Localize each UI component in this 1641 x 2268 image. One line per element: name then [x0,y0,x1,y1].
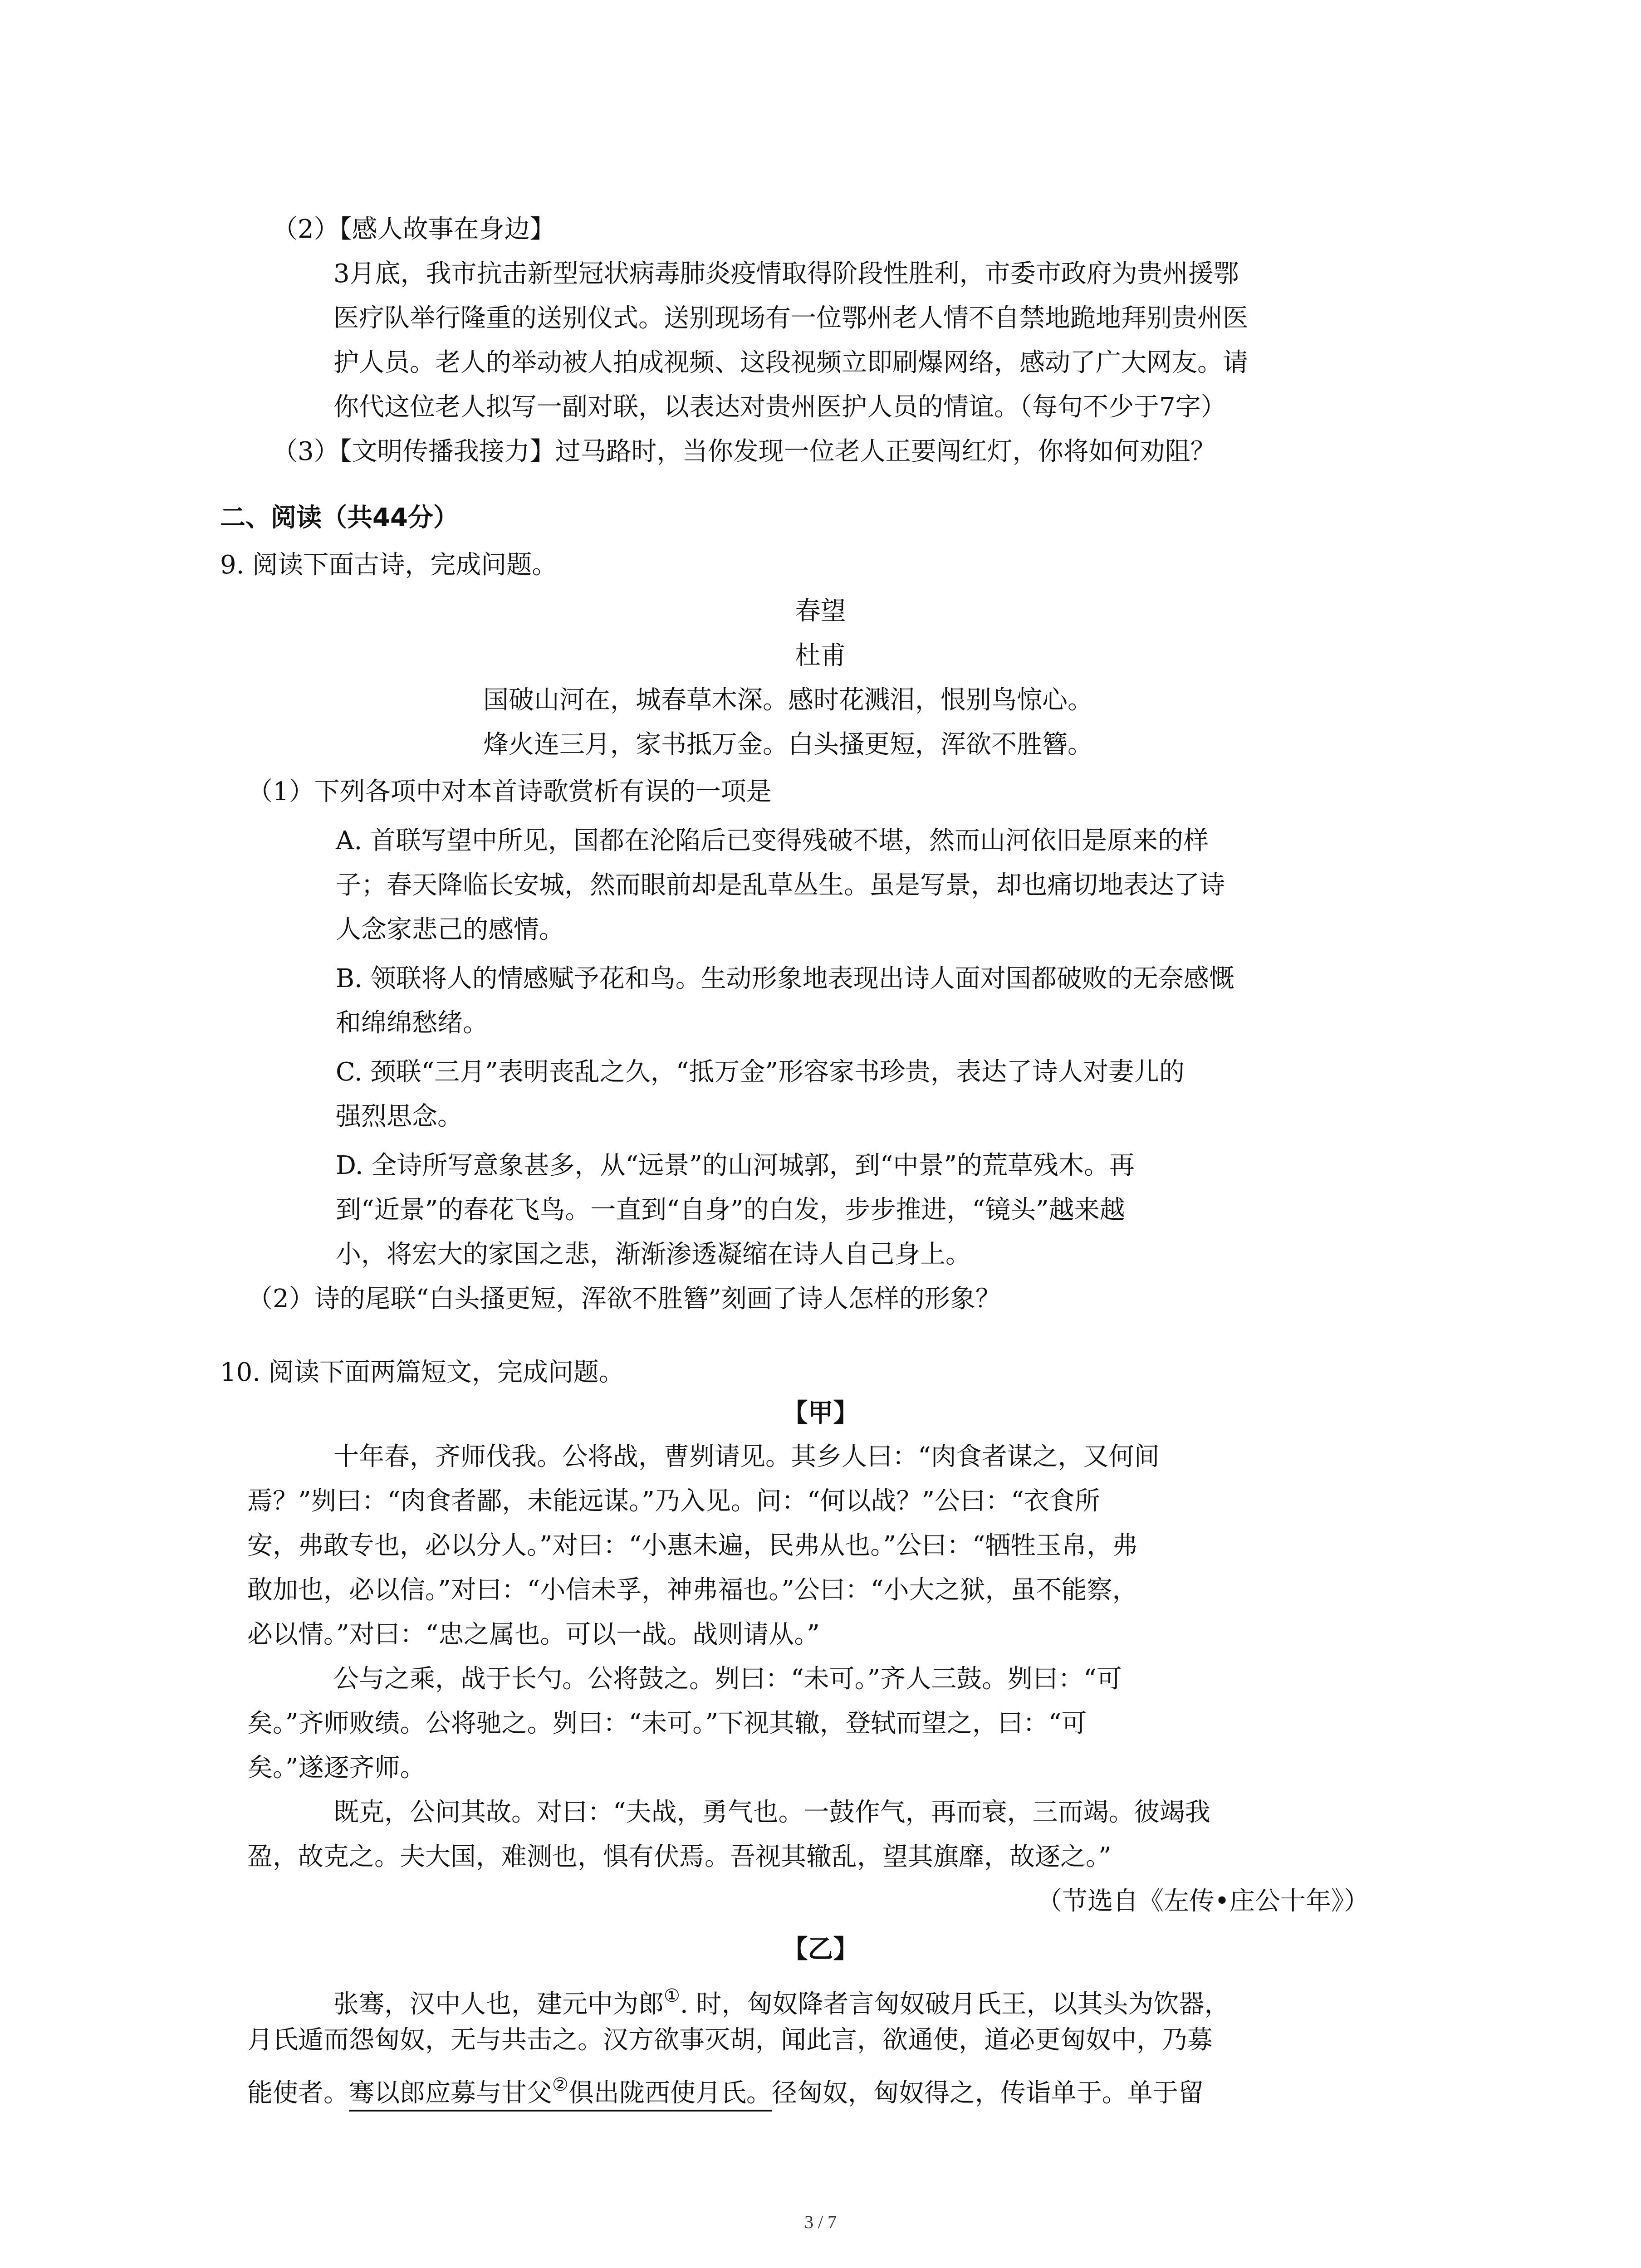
poem-line: 烽火连三月，家书抵万金。白头搔更短，浑欲不胜簪。 [483,730,1093,759]
passage-jia-title: 【甲】 [782,1398,859,1428]
footnote-marker: ① [664,1985,680,2006]
passage-jia-line: 安，弗敢专也，必以分人。”对曰：“小惠未遍，民弗从也。”公曰：“牺牲玉帛，弗 [247,1531,1138,1560]
option-d-line: 到“近景”的春花飞鸟。一直到“自身”的白发，步步推进，“镜头”越来越 [336,1195,1125,1225]
passage-jia-line: 矣。”遂逐齐师。 [247,1753,426,1783]
option-a-line: 子；春天降临长安城，然而眼前却是乱草丛生。虽是写景，却也痛切地表达了诗 [336,870,1225,900]
passage-jia-line: 公与之乘，战于长勺。公将鼓之。刿曰：“未可。”齐人三鼓。刿曰：“可 [333,1664,1122,1694]
passage-jia-line: 矣。”齐师败绩。公将驰之。刿曰：“未可。”下视其辙，登轼而望之，曰：“可 [247,1709,1087,1738]
option-c-line: 强烈思念。 [336,1102,463,1131]
option-b-line: B. 领联将人的情感赋予花和鸟。生动形象地表现出诗人面对国都破败的无奈感慨 [336,964,1234,993]
passage-yi-title: 【乙】 [782,1935,859,1964]
passage-jia-line: 焉？”刿曰：“肉食者鄙，未能远谋。”乃入见。问：“何以战？”公曰：“衣食所 [247,1486,1100,1516]
q8-sub2-body-line: 医疗队举行隆重的送别仪式。送别现场有一位鄂州老人情不自禁地跪地拜别贵州医 [333,303,1248,333]
option-a-line: 人念家悲己的感情。 [336,915,564,944]
passage-yi-text: 能使者。 [247,2078,349,2108]
passage-jia-line: 敢加也，必以信。”对曰：“小信未孚，神弗福也。”公曰：“小大之狱，虽不能察， [247,1575,1138,1605]
option-b-line: 和绵绵愁绪。 [336,1008,488,1038]
passage-jia-source: （节选自《左传•庄公十年》） [1037,1887,1370,1916]
passage-jia-line: 盈，故克之。夫大国，难测也，惧有伏焉。吾视其辙乱，望其旗靡，故逐之。” [247,1842,1112,1872]
q8-sub2-heading: （2）【感人故事在身边】 [272,215,555,244]
option-a-line: A. 首联写望中所见，国都在沦陷后已变得残破不堪，然而山河依旧是原来的样 [336,826,1209,855]
poem-title: 春望 [795,596,846,626]
q9-stem: 9. 阅读下面古诗，完成问题。 [220,550,558,580]
passage-yi-line [333,1980,1230,2021]
passage-jia-line: 必以情。”对曰：“忠之属也。可以一战。战则请从。” [247,1620,820,1649]
underlined-sentence [349,2074,772,2112]
poem-author: 杜甫 [795,641,846,670]
q9-sub1: （1）下列各项中对本首诗歌赏析有误的一项是 [247,777,772,807]
poem-line: 国破山河在，城春草木深。感时花溅泪，恨别鸟惊心。 [483,685,1093,715]
option-d-line: 小，将宏大的家国之悲，渐渐渗透凝缩在诗人自己身上。 [336,1240,971,1269]
passage-yi-text: 张骞，汉中人也，建元中为郎 [333,1989,664,2019]
option-d-line: D. 全诗所写意象甚多，从“远景”的山河城郭，到“中景”的荒草残木。再 [336,1151,1135,1180]
q8-sub2-body-line: 3月底，我市抗击新型冠状病毒肺炎疫情取得阶段性胜利，市委市政府为贵州援鄂 [333,259,1239,288]
passage-yi-text: . 时，匈奴降者言匈奴破月氏王，以其头为饮器， [680,1989,1230,2019]
q9-sub2: （2）诗的尾联“白头搔更短，浑欲不胜簪”刻画了诗人怎样的形象？ [247,1284,1001,1314]
q8-sub2-body-line: 护人员。老人的举动被人拍成视频、这段视频立即刷爆网络，感动了广大网友。请 [333,348,1248,377]
option-c-line: C. 颈联“三月”表明丧乱之久，“抵万金”形容家书珍贵，表达了诗人对妻儿的 [336,1057,1185,1087]
q8-sub2-body-line: 你代这位老人拟写一副对联，以表达对贵州医护人员的情谊。（每句不少于7字） [333,392,1226,422]
underlined-text: 骞以郎应募与甘父 [349,2078,552,2108]
passage-yi-line: 月氏遁而怨匈奴，无与共击之。汉方欲事灭胡，闻此言，欲通使，道必更匈奴中，乃募 [247,2025,1213,2055]
page-number: 3 / 7 [804,2212,837,2232]
passage-jia-line: 十年春，齐师伐我。公将战，曹刿请见。其乡人曰：“肉食者谋之，又何间 [333,1442,1160,1471]
section-title: 二、阅读（共44分） [220,503,459,533]
footnote-marker: ② [552,2074,568,2095]
q10-stem: 10. 阅读下面两篇短文，完成问题。 [220,1358,624,1387]
underlined-text: 俱出陇西使月氏。 [568,2078,772,2108]
passage-yi-line [247,2068,1204,2110]
passage-jia-line: 既克，公问其故。对曰：“夫战，勇气也。一鼓作气，再而衰，三而竭。彼竭我 [333,1798,1210,1827]
passage-yi-text: 径匈奴，匈奴得之，传诣单于。单于留 [771,2078,1204,2108]
q8-sub3: （3）【文明传播我接力】过马路时，当你发现一位老人正要闯红灯，你将如何劝阻？ [272,437,1216,466]
